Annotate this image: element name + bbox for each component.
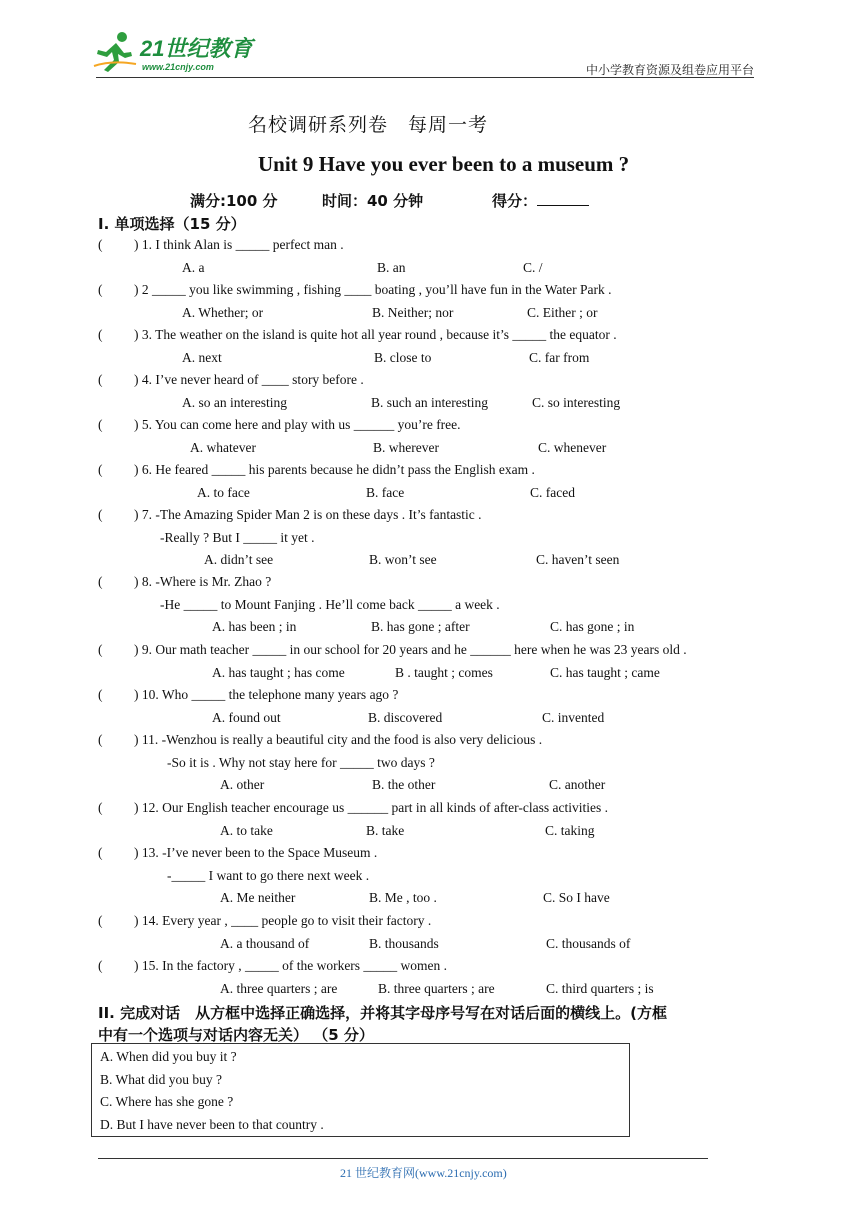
option-a: A. has been ; in (212, 619, 297, 634)
option-c: C. so interesting (532, 394, 621, 410)
option-b: B. the other (372, 777, 436, 792)
option-a: A. next (182, 349, 222, 365)
option-c: C. has gone ; in (550, 619, 635, 634)
option-a: A. to face (197, 484, 250, 500)
score-field (492, 190, 589, 211)
question-text-4: ) 4. I’ve never heard of ____ story before . (134, 372, 364, 387)
question-dialogue-line: -So it is . Why not stay here for _____ two days ? (167, 754, 435, 770)
option-b: B. won’t see (369, 552, 437, 567)
question-text-3: ) 3. The weather on the island is quite hot all year round , because it’s _____ the equator . (134, 327, 617, 342)
answer-paren: ( (98, 462, 103, 477)
option-c: C. taking (545, 822, 595, 838)
question-text-12: ) 12. Our English teacher encourage us ______ part in all kinds of after-class activities . (134, 800, 608, 815)
runner-logo-icon (92, 30, 138, 74)
option-a: A. three quarters ; are (220, 980, 338, 996)
answer-paren: ( (98, 417, 103, 432)
option-c: C. faced (530, 484, 575, 500)
section-2-heading-line1: II. 完成对话 从方框中选择正确选择，并将其字母序号写在对话后面的横线上。(方框 (98, 1004, 667, 1022)
question-text-7: ) 7. -The Amazing Spider Man 2 is on these days . It’s fantastic . (134, 507, 482, 522)
answer-paren: ( (98, 687, 103, 702)
answer-paren: ( (98, 237, 103, 252)
option-a: A. found out (212, 709, 281, 725)
option-c: C. another (549, 777, 606, 792)
answer-paren: ( (98, 913, 103, 928)
option-a: A. Whether; or (182, 304, 264, 320)
option-c: C. has taught ; came (550, 664, 660, 680)
option-b: B. an (377, 259, 406, 275)
answer-paren: ( (98, 507, 103, 522)
question-text-5: ) 5. You can come here and play with us ______ you’re free. (134, 417, 461, 432)
option-b: B. wherever (373, 439, 439, 455)
logo-url: www.21cnjy.com (142, 62, 214, 72)
answer-paren: ( (98, 372, 103, 387)
answer-paren: ( (98, 732, 103, 747)
option-b: B. face (366, 484, 405, 500)
option-a: A. a (182, 259, 205, 275)
box-option-a: A. When did you buy it ? (100, 1049, 237, 1064)
option-a: A. other (220, 777, 265, 792)
question-text-13: ) 13. -I’ve never been to the Space Museum . (134, 845, 378, 860)
options-box (91, 1043, 630, 1137)
option-c: C. far from (529, 349, 590, 365)
section-2-heading-line2: 中有一个选项与对话内容无关） （5 分） (98, 1026, 374, 1044)
full-score: 满分:100 分 (190, 192, 278, 210)
option-c: C. Either ; or (527, 304, 598, 320)
question-text-11: ) 11. -Wenzhou is really a beautiful city and the food is also very delicious . (134, 732, 543, 747)
answer-paren: ( (98, 574, 103, 589)
answer-paren: ( (98, 282, 103, 297)
score-blank (537, 191, 589, 206)
option-b: B. such an interesting (371, 394, 488, 410)
answer-paren: ( (98, 845, 103, 860)
logo-text: 21世纪教育 (140, 36, 253, 61)
question-text-6: ) 6. He feared _____ his parents because he didn’t pass the English exam . (134, 462, 535, 477)
option-a: A. has taught ; has come (212, 664, 345, 680)
series-title: 名校调研系列卷 每周一考 (248, 114, 489, 136)
header-divider (96, 77, 754, 78)
answer-paren: ( (98, 642, 103, 657)
question-text-10: ) 10. Who _____ the telephone many years ago ? (134, 687, 399, 702)
answer-paren: ( (98, 327, 103, 342)
question-dialogue-line: -_____ I want to go there next week . (167, 867, 370, 883)
option-a: A. a thousand of (220, 935, 310, 951)
option-a: A. didn’t see (204, 552, 274, 567)
option-c: C. So I have (543, 890, 610, 905)
box-option-c: C. Where has she gone ? (100, 1094, 234, 1109)
answer-paren: ( (98, 800, 103, 815)
question-text-8: ) 8. -Where is Mr. Zhao ? (134, 574, 272, 589)
option-b: B. thousands (369, 935, 439, 951)
question-text-14: ) 14. Every year , ____ people go to visit their factory . (134, 913, 432, 928)
option-a: A. whatever (190, 439, 256, 455)
question-text-15: ) 15. In the factory , _____ of the workers _____ women . (134, 958, 448, 973)
page-title: Unit 9 Have you ever been to a museum ? (258, 152, 630, 176)
question-text-1: ) 1. I think Alan is _____ perfect man . (134, 237, 344, 252)
option-b: B. close to (374, 349, 432, 365)
question-dialogue-line: -Really ? But I _____ it yet . (160, 529, 315, 545)
option-c: C. thousands of (546, 935, 631, 951)
option-a: A. so an interesting (182, 394, 287, 410)
footer-divider (98, 1158, 708, 1159)
answer-paren: ( (98, 958, 103, 973)
option-c: C. invented (542, 709, 605, 725)
option-b: B. Neither; nor (372, 304, 454, 320)
option-a: A. Me neither (220, 890, 296, 905)
question-text-9: ) 9. Our math teacher _____ in our school for 20 years and he ______ here when he was 23 years old . (134, 642, 687, 657)
option-b: B. take (366, 822, 405, 838)
option-a: A. to take (220, 822, 273, 838)
section-1-heading: I. 单项选择（15 分） (98, 215, 246, 233)
header-platform-text: 中小学教育资源及组卷应用平台 (585, 63, 754, 77)
question-text-2: ) 2 _____ you like swimming , fishing ____ boating , you’ll have fun in the Water Park . (134, 282, 612, 297)
option-b: B. Me , too . (369, 890, 437, 905)
option-b: B. three quarters ; are (378, 980, 495, 996)
time-limit: 时间：40 分钟 (322, 192, 424, 210)
option-b: B. discovered (368, 709, 443, 725)
option-c: C. third quarters ; is (546, 980, 654, 996)
option-b: B . taught ; comes (395, 664, 493, 680)
box-option-d: D. But I have never been to that country . (100, 1117, 324, 1132)
footer-text: 21 世纪教育网(www.21cnjy.com) (340, 1166, 507, 1180)
site-logo (92, 30, 262, 78)
question-dialogue-line: -He _____ to Mount Fanjing . He’ll come back _____ a week . (160, 596, 500, 612)
box-option-b: B. What did you buy ? (100, 1072, 222, 1087)
option-c: C. whenever (538, 439, 607, 455)
option-b: B. has gone ; after (371, 619, 470, 634)
option-c: C. haven’t seen (536, 552, 620, 567)
score-label: 得分： (492, 192, 538, 210)
option-c: C. / (523, 259, 543, 275)
